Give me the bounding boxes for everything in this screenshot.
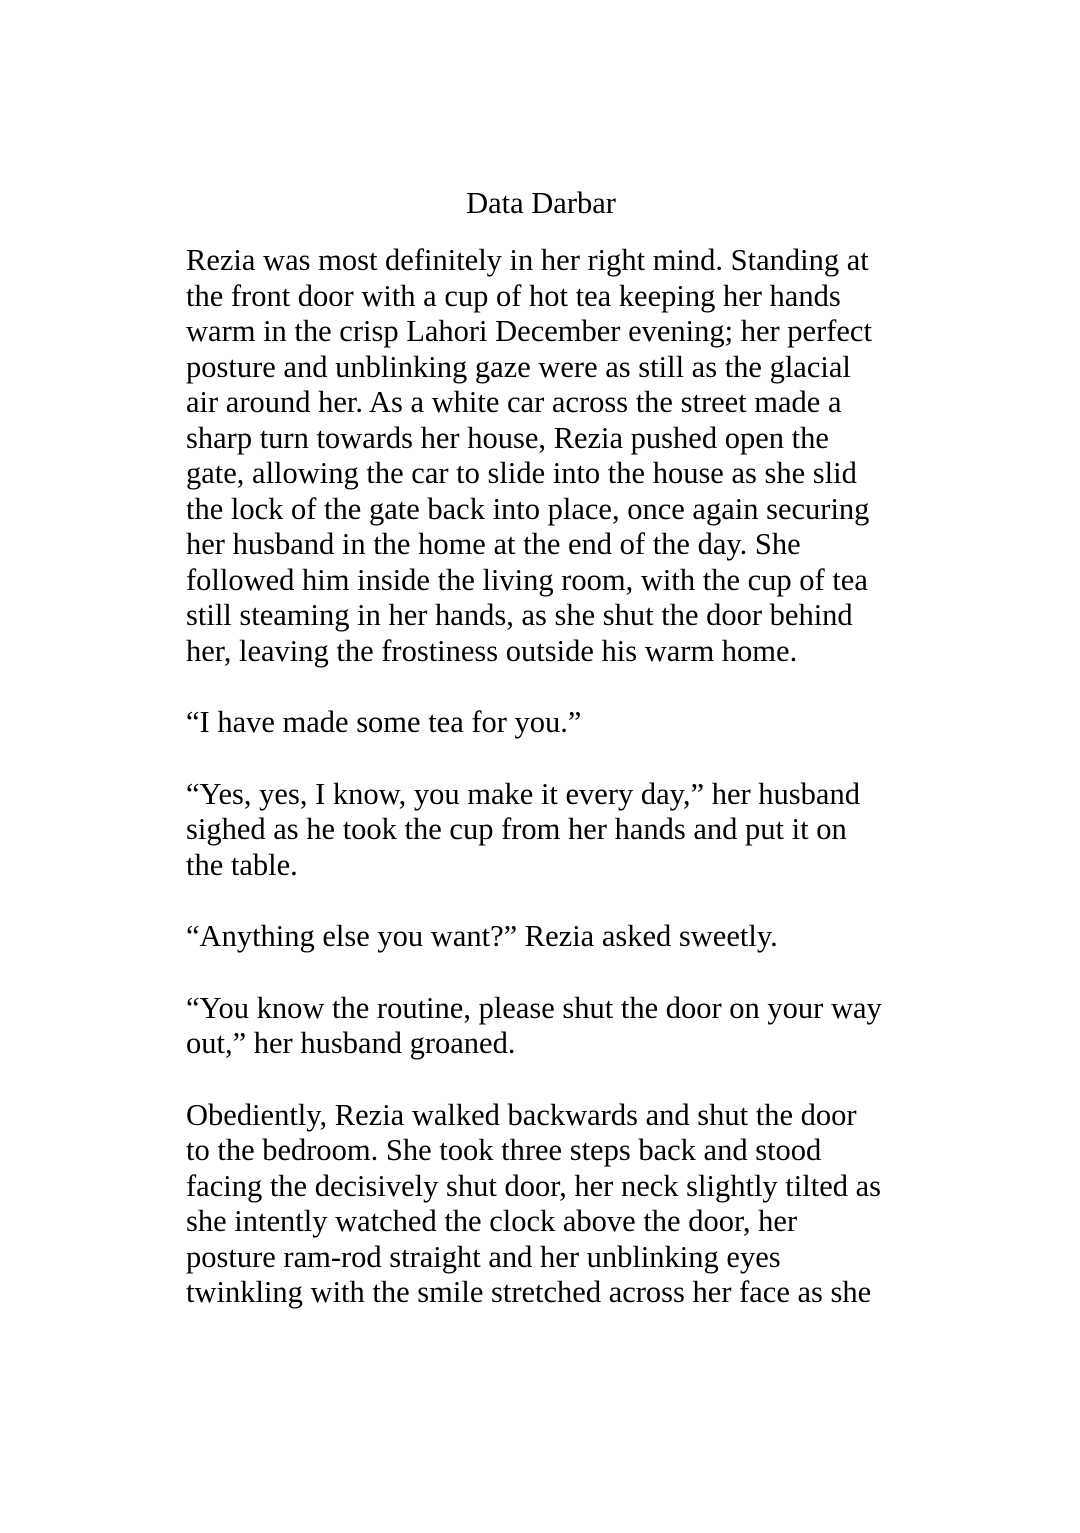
- text-line: posture and unblinking gaze were as still as the glacial: [186, 349, 851, 384]
- text-line: sighed as he took the cup from her hands and put it on: [186, 812, 847, 846]
- text-line: her, leaving the frostiness outside his warm home.: [186, 633, 798, 668]
- paragraph: [186, 777, 896, 884]
- text-line: “Yes, yes, I know, you make it every day,” her husband: [186, 776, 860, 811]
- text-line: facing the decisively shut door, her neck slightly tilted as: [186, 1168, 882, 1203]
- text-line: “Anything else you want?” Rezia asked sweetly.: [186, 919, 778, 953]
- document-body: [186, 183, 896, 1347]
- text-line: her husband in the home at the end of the day. She: [186, 527, 801, 561]
- text-line: sharp turn towards her house, Rezia pushed open the: [186, 420, 829, 455]
- paragraph: [186, 1098, 896, 1311]
- document-title: Data Darbar: [466, 186, 616, 220]
- text-line: “I have made some tea for you.”: [186, 705, 582, 739]
- text-line: Rezia was most definitely in her right mind. Standing at: [186, 243, 869, 277]
- text-line: Obediently, Rezia walked backwards and shut the door: [186, 1097, 857, 1132]
- text-line: “You know the routine, please shut the door on your way: [186, 990, 882, 1025]
- text-line: followed him inside the living room, with the cup of tea: [186, 562, 868, 597]
- text-line: still steaming in her hands, as she shut the door behind: [186, 598, 853, 632]
- text-line: air around her. As a white car across the street made a: [186, 385, 842, 419]
- text-line: the table.: [186, 847, 298, 882]
- text-line: the front door with a cup of hot tea keeping her hands: [186, 278, 841, 313]
- paragraph: [186, 705, 896, 741]
- paragraph: [186, 991, 896, 1062]
- text-line: warm in the crisp Lahori December evening; her perfect: [186, 314, 872, 348]
- text-line: out,” her husband groaned.: [186, 1026, 516, 1060]
- text-line: she intently watched the clock above the door, her: [186, 1204, 798, 1238]
- text-line: gate, allowing the car to slide into the house as she slid: [186, 456, 857, 490]
- text-line: to the bedroom. She took three steps back and stood: [186, 1133, 822, 1167]
- paragraph: [186, 243, 896, 669]
- text-line: twinkling with the smile stretched across her face as she: [186, 1275, 872, 1309]
- text-line: posture ram-rod straight and her unblinking eyes: [186, 1239, 781, 1274]
- text-line: the lock of the gate back into place, once again securing: [186, 491, 870, 526]
- paragraph: [186, 919, 896, 955]
